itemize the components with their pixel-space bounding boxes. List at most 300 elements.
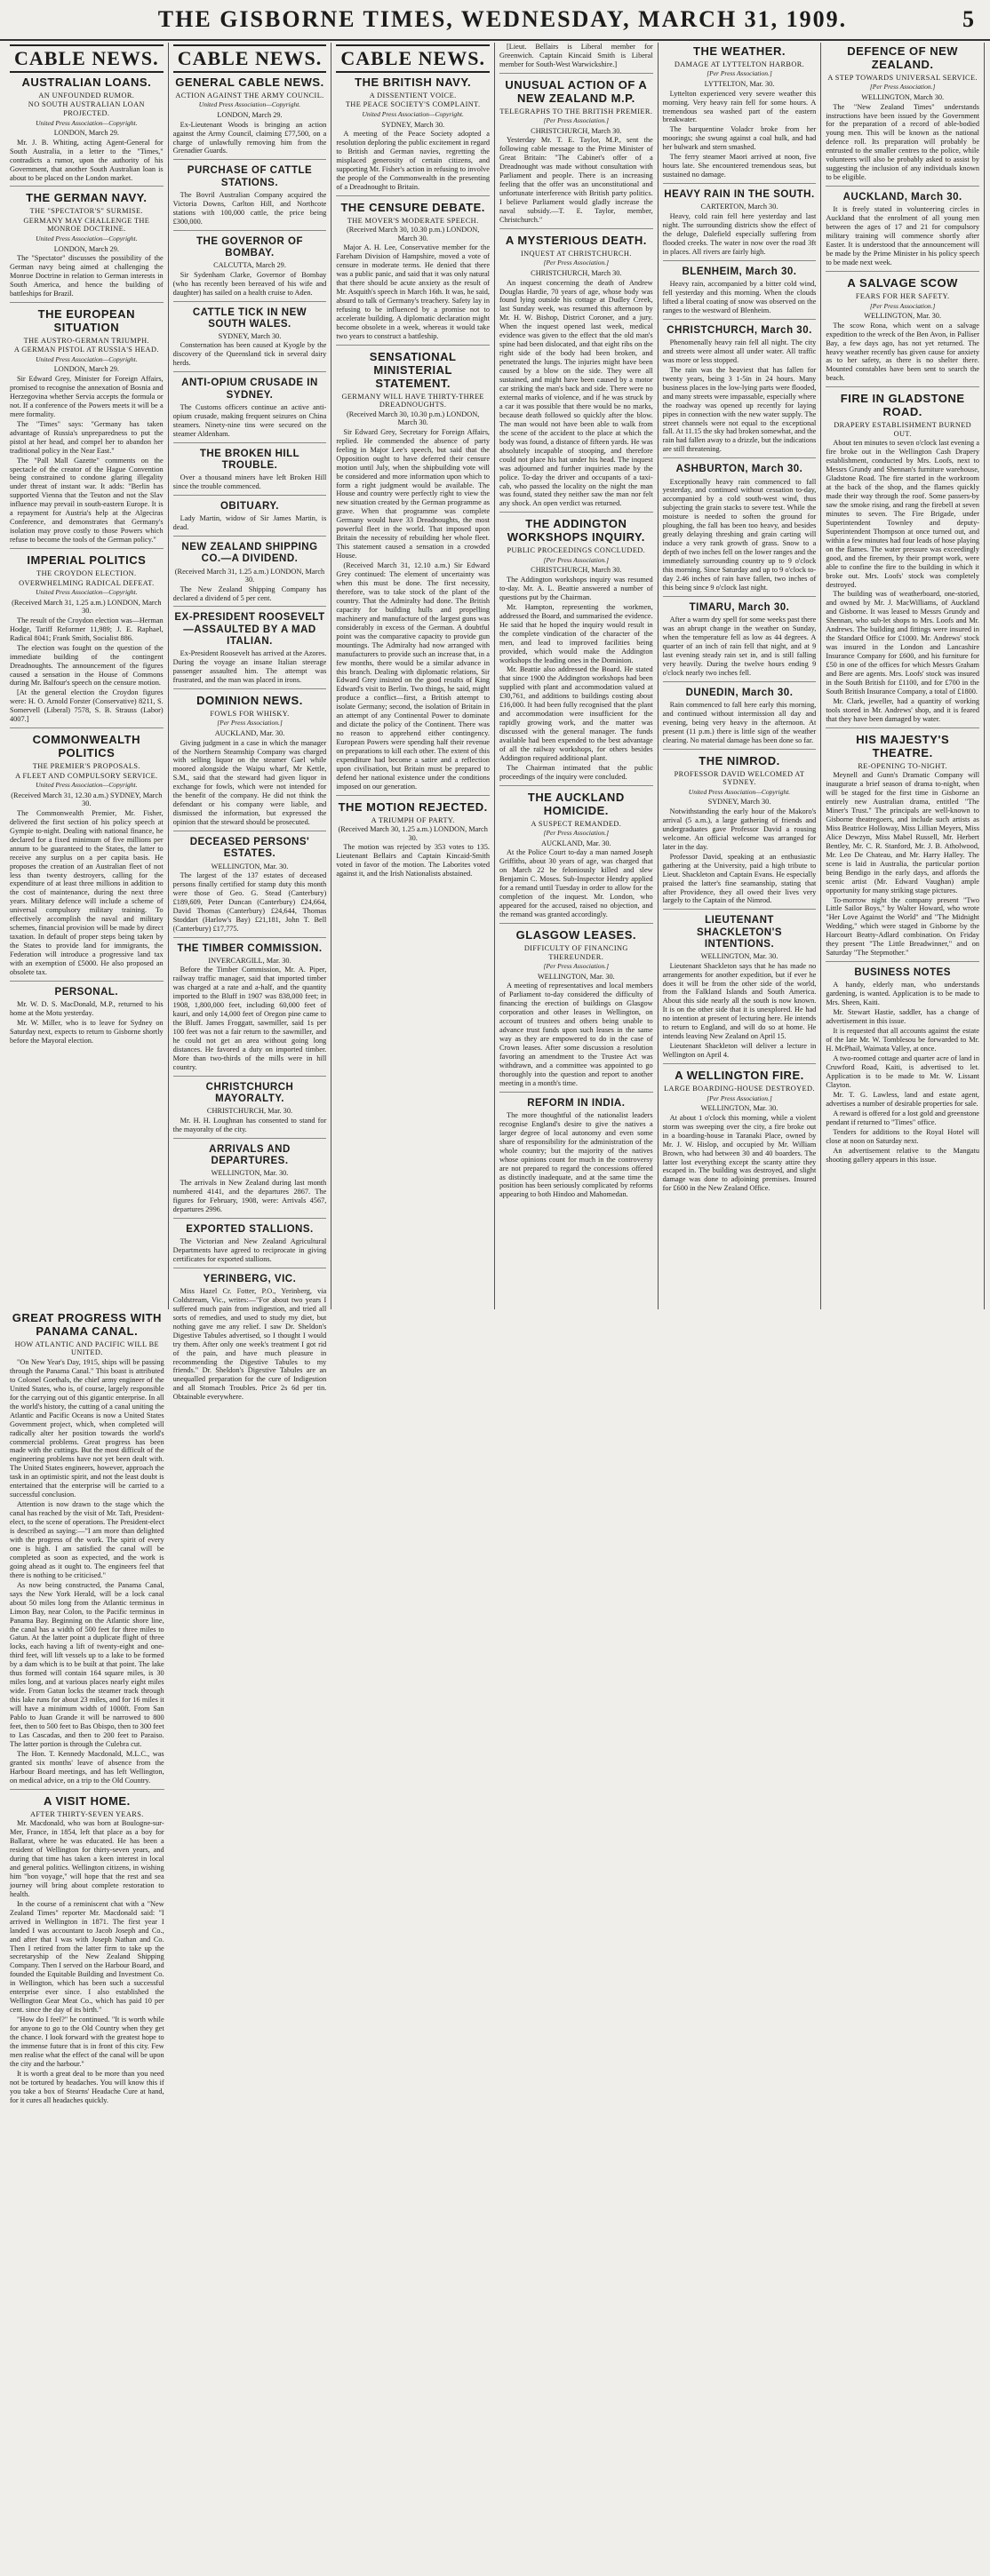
article-paragraph: Lady Martin, widow of Sir James Martin, is dead.	[172, 514, 327, 532]
column-5	[659, 43, 822, 1309]
article-headline: THE MOTION REJECTED.	[338, 799, 488, 814]
article	[663, 909, 817, 1060]
article-paragraph: Phenomenally heavy rain fell all night. The city and streets were almost all under water. All traffic was more or less stopped.	[662, 338, 817, 364]
article	[173, 688, 327, 827]
article-credit: United Press Association—Copyright.	[36, 354, 138, 363]
article-credit: United Press Association—Copyright.	[36, 234, 138, 242]
article-headline: PURCHASE OF CATTLE STATIONS.	[187, 165, 313, 188]
article-dateline: LONDON, March 29.	[53, 244, 119, 253]
article-dateline: AUCKLAND, Mar. 30.	[541, 839, 611, 847]
article	[826, 271, 979, 383]
article	[173, 1218, 327, 1264]
article-paragraph: At the Police Court to-day a man named Joseph Griffiths, about 30 years of age, was charged that on March 22 he feloniously killed and slew Benjamin C. Moses. Sub-Inspector Hendry applied for a remand until Tuesday in order to allow for the completion of the inquest. Mr. London, who appeared for the accused, raised no objection, and the remand was granted accordingly.	[499, 848, 653, 919]
article-headline: UNUSUAL ACTION OF A NEW ZEALAND M.P.	[505, 77, 648, 105]
article-headline: EX-PRESIDENT ROOSEVELT—ASSAULTED BY A MAD ITALIAN.	[174, 612, 325, 647]
article-headline: EXPORTED STALLIONS.	[186, 1223, 314, 1235]
article	[173, 301, 327, 369]
article	[826, 727, 979, 958]
article	[173, 1138, 327, 1214]
article-paragraph: The Bovril Australian Company acquired the Victoria Downs, Carlton Hill, and Northcote stations with 100,000 cattle, the price being £300,000.	[172, 190, 327, 226]
article-body	[336, 243, 490, 340]
article-headline: THE BROKEN HILL TROUBLE.	[199, 448, 300, 471]
article-body	[173, 121, 327, 156]
article-paragraph: Sir Edward Grey, Minister for Foreign Affairs, promised to recognise the annexation of Bosnia and Herzegovina whether Servia accepts the formula or not. If a conference of the Powers meets it will be a mere formality.	[10, 375, 164, 418]
article-paragraph: The "New Zealand Times" understands instructions have been issued by the Government for the preparation of a record of able-bodied young men. This will be known as the national defence roll. Its preparation will probably be entrusted to the smaller centres to the police, while volunteers will also be probably asked to assist by suggesting the inclusion of any individuals known to be eligible.	[826, 102, 979, 182]
article-body	[663, 701, 817, 745]
article	[499, 512, 653, 781]
article-body	[499, 1111, 653, 1200]
article	[499, 1092, 653, 1200]
article-body	[173, 271, 327, 298]
article	[173, 536, 327, 602]
article-body	[663, 478, 817, 592]
article-paragraph: (Received March 31, 12.10 a.m.) Sir Edward Grey continued: The element of uncertainty was when this must be done. The first necessity, therefore, was to take stock of the plant of the country. That the Admiralty had done. The British capacity for building hulls and propelling machinery and manufacture of the largest guns was considerably in excess of the German. A doubtful point was the comparative capacity to provide gun mountings. The Admiralty had now arranged with manufacturers to provide such an increase that, in a few months, there would be a similar advance in this branch. Dealing with diplomatic relations, Sir Edward Grey insisted on the good results of King Edward's visit to Berlin. Two things, he said, might produce a conflict—first, a British attempt to isolate Germany; second, the isolation of Britain in an attempt of any Continental Power to dominate and dictate the policy of the Continent. There was no reason to apprehend either contingency. European Powers were spending half their revenue on preparations to kill each other. The extent of this expenditure had become a satire and a reflection upon civilisation, but Britain must be prepared to defend her national existence under the conditions imposed on our generation.	[336, 561, 490, 791]
article-dateline: CHRISTCHURCH, March 30.	[531, 126, 622, 135]
article-headline: BUSINESS NOTES	[854, 967, 951, 979]
article-dateline: CHRISTCHURCH, March 30.	[531, 566, 622, 575]
article-subhead: GERMANY WILL HAVE THIRTY-THREE DREADNOUGHTS.	[341, 392, 484, 409]
article	[173, 831, 327, 934]
article-paragraph: Mr. Stewart Hastie, saddler, has a change of advertisement in this issue.	[826, 1008, 979, 1026]
article	[826, 45, 979, 182]
article-body	[663, 962, 817, 1060]
article	[10, 727, 164, 977]
article	[10, 1312, 164, 1785]
article	[173, 159, 327, 226]
article-paragraph: Mr. J. B. Whiting, acting Agent-General for South Australia, in a letter to the "Times," contradicts a rumor, upon the authority of his Government, that another South Australian loan is about to be placed on the London market.	[10, 138, 164, 182]
article-dateline: SYDNEY, March 30.	[381, 120, 445, 129]
article-headline: DOMINION NEWS.	[196, 693, 303, 707]
article-paragraph: Consternation has been caused at Kyogle by the discovery of the Queensland tick in several dairy herds.	[172, 341, 327, 368]
article-subhead: THE CROYDON ELECTION.	[36, 569, 137, 578]
article-body	[499, 848, 653, 919]
article-body	[826, 439, 979, 724]
article-body	[663, 807, 817, 905]
article-paragraph: Notwithstanding the early hour of the Makoro's arrival (5 a.m.), a large gathering of friends and undergraduates gave Professor David a rousing welcome. An official welcome was arranged for later in the day.	[662, 807, 817, 851]
article-credit: United Press Association—Copyright.	[36, 781, 138, 790]
article	[173, 76, 327, 155]
article	[336, 195, 490, 341]
article-body	[336, 130, 490, 192]
article	[336, 76, 490, 192]
article-paragraph: The Hon. T. Kennedy Macdonald, M.L.C., was granted six months' leave of absence from the Harbour Board meetings, and has left Wellington, on medical advice, on a trip to the Old Country.	[10, 1749, 164, 1785]
article-paragraph: Mr. Macdonald, who was born at Boulogne-sur-Mer, France, in 1854, left that place as a boy for Ballarat, where he was educated. He has been a resident of Wellington for thirty-seven years, and during that time has taken a keen interest in local and general politics. Wellington citizens, in wishing him "bon voyage," will hope that the rest and sea journey will bring about complete restoration to health.	[10, 1819, 164, 1898]
article-headline: CHRISTCHURCH, March 30.	[667, 324, 812, 336]
article-headline: A WELLINGTON FIRE.	[675, 1069, 804, 1083]
article-dateline: CHRISTCHURCH, March 30.	[531, 269, 622, 278]
article-headline: OBITUARY.	[220, 500, 280, 512]
article-headline: PERSONAL.	[54, 986, 119, 998]
article-headline: AUSTRALIAN LOANS.	[21, 76, 152, 89]
article	[10, 76, 164, 182]
article-body	[336, 428, 490, 791]
article-body	[663, 212, 817, 257]
article-subhead: TELEGRAPHS TO THE BRITISH PREMIER.	[499, 107, 653, 115]
article-subhead: THE PEACE SOCIETY'S COMPLAINT.	[345, 100, 481, 109]
article	[173, 371, 327, 438]
article-dateline: (Received March 31, 1.25 a.m.) LONDON, March 30.	[12, 598, 162, 616]
article-paragraph: The more thoughtful of the nationalist leaders recognise England's desire to give the natives a larger degree of local autonomy and even some share of responsibility for the administration of the whole country; but the majority of the natives whose opinions count for much in the controversy are not prepared to regard the concessions offered as distinctly inadequate, and at the same time the position has been seriously complicated by reforms appearing to both Hindoo and Mahomedan.	[499, 1110, 653, 1199]
article-dateline: CHRISTCHURCH, Mar. 30.	[206, 1107, 293, 1116]
article-headline: REFORM IN INDIA.	[527, 1097, 626, 1109]
article-body	[663, 616, 817, 678]
article-body	[173, 871, 327, 934]
article-paragraph: A meeting of representatives and local members of Parliament to-day considered the difficulty of financing the erection of buildings on Glasgow corporation and other leases in Wellington, on account of trustees and others being unable to advance trust funds upon such leases in the same way as they are empowered to do in the case of Crown leases. After some discussion a resolution favoring an amendment to the Trustee Act was withdrawn, and a committee was appointed to go thoroughly into the question and report to another meeting in a month's time.	[499, 982, 653, 1087]
article-headline: LIEUTENANT SHACKLETON'S INTENTIONS.	[696, 915, 783, 950]
article-paragraph: The Addington workshops inquiry was resumed to-day. Mr. A. L. Beattie answered a number of questions put by the Chairman.	[499, 575, 653, 601]
article-body	[173, 739, 327, 828]
article-headline: GENERAL CABLE NEWS.	[175, 76, 324, 89]
column-6	[821, 43, 985, 1309]
article-paragraph: Major A. H. Lee, Conservative member for the Fareham Division of Hampshire, moved a vote of censure in moderate terms. He denied that there was a public panic, and said that it was only natural that there should be acute anxiety as the result of Mr. Asquith's speech in March 16th. It was, he said, absurd to talk of Germany's treachery. Safety lay in refusing to be influenced by a promise not to accelerate building. A diplomatic declaration might become obsolete in a week, whereas it would take two years to construct a battleship.	[336, 243, 490, 340]
article	[173, 1076, 327, 1134]
article-paragraph: Mr. Clark, jeweller, had a quantity of working tools stored in Mr. Andrews' shop, and it is feared that they have been damaged by water.	[826, 696, 979, 723]
article	[826, 386, 979, 723]
article-credit: [Per Press Association.]	[707, 1093, 772, 1102]
article-subhead: ACTION AGAINST THE ARMY COUNCIL.	[175, 91, 324, 99]
article-body	[173, 585, 327, 603]
article-paragraph: Mr. H. H. Loughnan has consented to stand for the mayoralty of the city.	[172, 1116, 327, 1133]
article-paragraph: The "Spectator" discusses the possibility of the German navy being aimed at challenging the Monroe Doctrine in relation to German interests in South America, and hence the building of battleships for Brazil.	[10, 254, 164, 298]
article-subhead: FOWLS FOR WHISKY.	[210, 709, 290, 718]
article-body	[499, 43, 653, 69]
article-body	[10, 375, 164, 545]
article-paragraph: Rain commenced to fall here early this morning, and continued without intermission all day and evening, being very heavy in the afternoon. At present (11 p.m.) there is little sign of the weather clearing. No material damage has been done so far.	[662, 701, 817, 744]
article-subhead: AFTER THIRTY-SEVEN YEARS.	[29, 1809, 144, 1818]
article-paragraph: Miss Hazel Cr. Fotter, P.O., Yerinberg, via Coldstream, Vic., writes:—"For about two years I suffered much pain from indigestion, and tried all sorts of remedies, and used to study my diet, but nothing gave me any relief. I saw Dr. Sheldon's Digestive Tabules advertised, so I thought I would try them. After only one week's treatment I got rid of the pain, and have much pleasure in recommending the Digestive Tabules to my friends." Dr. Sheldon's Digestive Tabules are an unequalled preparation for the cure of Indigestion and all Stomach Troubles. Price 2s 6d per tin. Obtainable everywhere.	[172, 1286, 327, 1402]
article-headline: THE ADDINGTON WORKSHOPS INQUIRY.	[507, 517, 645, 545]
article-body	[10, 1358, 164, 1785]
article-paragraph: The barquentine Voladcr broke from her moorings; she swung against a coal hulk, and had her bulwark and stern smashed.	[662, 125, 817, 152]
article-paragraph: The scow Rona, which went on a salvage expedition to the wreck of the Ben Avon, in Palliser Bay, a few days ago, has not yet returned. The heavy weather recently has given cause for anxiety as to her safety, as there is no shelter there. Mounted constables have been sent to search the beach.	[826, 321, 979, 383]
article-dateline: LONDON, March 29.	[53, 129, 119, 138]
article-body	[826, 103, 979, 183]
article	[10, 548, 164, 724]
article-paragraph: Exceptionally heavy rain commenced to fall yesterday, and continued without cessation to-day, accompanied by a cold south-west wind, thus subjecting the grain stacks to severe test. While the moisture is needed to soften the ground for ploughing, the fall has been too heavy, and besides greatly delaying threshing and grain carting will induce a very rank growth of grass. Snow to a depth of two inches fell on the lower ranges and the immediately surrounding country up to 9 o'clock this morning. Since Saturday and up to 9 o'clock to-day 2.46 inches of rain have fallen, two inches of this being since 9 o'clock last night.	[662, 477, 817, 592]
article-dateline: LYTTELTON, Mar. 30.	[704, 80, 775, 89]
article-subhead: A GERMAN PISTOL AT RUSSIA'S HEAD.	[13, 346, 159, 354]
article-body	[499, 982, 653, 1087]
article-paragraph: Mr. T. G. Lawless, land and estate agent, advertises a number of desirable properties for sale.	[826, 1090, 979, 1108]
newspaper-title: THE GISBORNE TIMES, WEDNESDAY, MARCH 31, 1909.	[157, 6, 848, 32]
article-dateline: CARTERTON, March 30.	[700, 203, 778, 211]
article-paragraph: The result of the Croydon election was—Herman Hodge, Tariff Reformer 11,989; J. E. Raphael, Radical 8041; Frank Smith, Socialist 886.	[10, 616, 164, 642]
article-paragraph: Heavy rain, accompanied by a bitter cold wind, fell yesterday and this morning. When the clouds lifted a liberal coating of snow was observed on the ranges to the westward of Blenheim.	[662, 279, 817, 314]
article-subhead: DRAPERY ESTABLISHMENT BURNED OUT.	[834, 421, 972, 438]
article-credit: [Per Press Association.]	[543, 258, 610, 267]
article-paragraph: Lieutenant Shackleton will deliver a lecture in Wellington on April 4.	[662, 1042, 817, 1060]
article-paragraph: After a warm dry spell for some weeks past there was an abrupt change in the weather on Sunday, when the temperature fell as low as 44 degrees. A quarter of an inch of rain fell that night, and at 9 last evening steady rain set in, and is still falling very heavily. During the twelve hours ending 9 o'clock nearly two inches fell.	[662, 616, 817, 677]
article	[173, 937, 327, 1072]
article-headline: AUCKLAND, March 30.	[842, 192, 962, 203]
article-headline: THE GERMAN NAVY.	[26, 191, 148, 205]
article-body	[826, 771, 979, 958]
article-headline: IMPERIAL POLITICS	[27, 553, 147, 568]
article	[663, 1063, 817, 1193]
article-dateline: CALCUTTA, March 29.	[213, 261, 286, 270]
article-headline: ARRIVALS AND DEPARTURES.	[209, 1143, 291, 1167]
article	[663, 681, 817, 745]
article-headline: BLENHEIM, March 30.	[682, 266, 797, 277]
article-body	[336, 843, 490, 879]
section-banner: CABLE NEWS.	[10, 44, 164, 73]
column-7	[5, 1309, 169, 2576]
article	[663, 45, 817, 179]
article-paragraph: Before the Timber Commission, Mr. A. Piper, railway traffic manager, said that imported timber was charged at a rate and a-half, and the quantity imported to the Bluff in 1907 was 838,000 feet; in 1908, 1,800,000 feet, including 60,000 feet of kauri, and only 14,000 feet of Oregon pine came to the Bluff. James Froggatt, sawmiller, said 1s per 100 feet was not a fair return to the sawmiller, and he could not get an area without going long distances. He favored a duty on imported timber. More than two-thirds of the mills were in hill country.	[172, 966, 327, 1071]
article-subhead: NO SOUTH AUSTRALIAN LOAN PROJECTED.	[28, 100, 145, 117]
article-dateline: LONDON, March 29.	[217, 111, 283, 120]
article-paragraph: Mr. W. D. S. MacDonald, M.P., returned to his home at the Motu yesterday.	[10, 1000, 164, 1018]
article-headline: SENSATIONAL MINISTERIAL STATEMENT.	[369, 349, 457, 390]
article-dateline: WELLINGTON, Mar. 30.	[211, 862, 289, 871]
article-headline: GLASGOW LEASES.	[515, 928, 636, 942]
article-headline: NEW ZEALAND SHIPPING CO.—A DIVIDEND.	[181, 542, 318, 565]
section-banner: CABLE NEWS.	[336, 44, 490, 73]
section-banner: CABLE NEWS.	[173, 44, 327, 73]
article-subhead: HOW ATLANTIC AND PACIFIC WILL BE UNITED.	[14, 1340, 160, 1357]
article-subhead: LARGE BOARDING-HOUSE DESTROYED.	[664, 1085, 815, 1093]
article	[173, 230, 327, 298]
article-subhead: THE "SPECTATOR'S" SURMISE.	[29, 207, 143, 216]
article-credit: [Per Press Association.]	[869, 83, 936, 91]
article-subhead: A STEP TOWARDS UNIVERSAL SERVICE.	[827, 73, 978, 82]
article-paragraph: Ex-Lieutenant Woods is bringing an action against the Army Council, claiming £77,500, on a charge of unlawfully removing him from the Grenadier Guards.	[172, 120, 327, 155]
article	[499, 923, 653, 1088]
article-dateline: SYDNEY, March 30.	[707, 798, 771, 807]
article-body	[663, 338, 817, 454]
article-paragraph: Mr. W. Miller, who is to leave for Sydney on Saturday next, expects to return to Gisborne shortly before the Mayoral election.	[10, 1019, 164, 1045]
article-subhead: RE-OPENING TO-NIGHT.	[858, 761, 947, 770]
article-body	[499, 576, 653, 782]
article-paragraph: About ten minutes to seven o'clock last evening a fire broke out in the Wellington Cash Drapery establishment, conducted by Mrs. Loofs, next to Messrs Grundy and Shennan's furniture warehouse, Gladstone Road. The fire started in the workroom at the back of the shop, and the flames quickly made their way through the roof. Some passers-by saw the smoke rising, and rang the firebell at seven minutes to seven. The Fire Brigade, under Superintendent Townley and deputy-Superintendent Thompson at once turned out, and within a few minutes had four leads of hose playing on the flames. The water pressure was exceedingly good, and the firemen, by their prompt work, were able to confine the fire to the building in which it broke out. Mrs. Loofs' stock was completely destroyed.	[826, 439, 979, 589]
article	[499, 228, 653, 508]
article-credit: [Per Press Association.]	[543, 116, 610, 125]
article-body	[173, 649, 327, 685]
article-paragraph: The largest of the 137 estates of deceased persons finally certified for stamp duty this month were those of Geo. G. Stead (Canterbury) £189,609, Peter Duncan (Canterbury) £24,664, David Thomas (Canterbury) £24,644, Thomas Stoddart (Harlow's Bay) £21,181, John T. Bell (Canterbury) £17,775.	[172, 871, 327, 933]
article-body	[826, 205, 979, 267]
article-headline: THE TIMBER COMMISSION.	[177, 942, 323, 954]
article-headline: TIMARU, March 30.	[689, 601, 790, 613]
article-dateline: WELLINGTON, Mar. 30.	[700, 952, 778, 961]
article-body	[10, 254, 164, 298]
article	[663, 183, 817, 257]
article	[10, 186, 164, 298]
article-subhead: OVERWHELMING RADICAL DEFEAT.	[19, 578, 155, 587]
article-body	[10, 809, 164, 977]
article-paragraph: The "Pall Mall Gazette" comments on the spectacle of the creator of the Hague Convention being constrained to condone glaring illegality under threat of instant war. It adds: "Berlin has supported Vienna that the Teuton and not the Slav influence may prevail in south-eastern Europe. It is a repayment for Austria's help at the Algeciras Conference, and demonstrates that Germany's isolation may prove costly to those Powers which refuse to become the tools of the German policy."	[10, 456, 164, 545]
article-paragraph: The ferry steamer Maori arrived at noon, five hours late. She encountered tremendous seas, but sustained no damage.	[662, 153, 817, 179]
article-headline: A MYSTERIOUS DEATH.	[505, 233, 647, 247]
article-paragraph: Over a thousand miners have left Broken Hill since the trouble commenced.	[172, 473, 327, 490]
article-subhead: FEARS FOR HER SAFETY.	[855, 291, 950, 300]
columns-area	[5, 43, 985, 2104]
article-body	[173, 403, 327, 439]
article-paragraph: "How do I feel?" he continued. "It is worth while for anyone to go to the Old Country when they get the chance. I look forward with the greatest hope to the immense future that is in front of this city. Few men realise what the effect of the canal will be upon the city and the harbour."	[10, 2015, 164, 2068]
article-paragraph: The rain was the heaviest that has fallen for twenty years, being 3 1-5in in 24 hours. Many business places in the low-lying parts were flooded, and many streets were impassable, especially where the roadway was opened up recently for laying pipes in connection with the new water supply. The street channels were not equal to the exceptional fall. At 11.15 the sky had broken somewhat, and the rain had fallen away to a drizzle, but the indications are still threatening.	[662, 365, 817, 454]
article-paragraph: Sir Edward Grey, Secretary for Foreign Affairs, replied. He commended the absence of party feeling in Major Lee's speech, but said that the Opposition ought to have deferred their censure motion until July, when the shipbuilding vote will be considered and more information upon which to form a right judgment would be available. The House and country were perfectly right to view the new situation created by the German programme as grave. When that programme was complete Germany would have 33 Dreadnoughts, the most powerful fleet in the world. That imposed upon Britain the necessity of rebuilding her whole fleet. This statement caused a sensation in a crowded House.	[336, 427, 490, 561]
column-3	[331, 43, 495, 1309]
article-paragraph: The motion was rejected by 353 votes to 135. Lieutenant Bellairs and Captain Kincaid-Smith voted in favor of the motion. The Laborites voted against it, and the Irish Nationalists abstained.	[336, 843, 490, 879]
article-paragraph: Lieutenant Shackleton says that he has made no arrangements for another expedition, but if ever he does it will be from the other side of the world, from the Falkland Islands and South America. About this side nearly all the south is now known. It is on the other side that it is unexplored. He had no intention at present of lecturing here. He intends to return to England, and will do so at home. He intends leaving New Zealand on April 15.	[662, 961, 817, 1041]
article-paragraph: In the course of a reminiscent chat with a "New Zealand Times" reporter Mr. Macdonald said: "I arrived in Wellington in 1871. The first year I landed I was accountant to Jacob Joseph and Co., and after that I was with Joseph Nathan and Co. Then I retired from the latter firm to take up the secretaryship of the New Zealand Shipping Company. Then I served on the Harbour Board, and founded the Equitable Building and Investment Co. in Wellington, which has been such a successful enterprise ever since. I also established the Wellington Gear Meat Co., which has paid 10 per cent. since the day of its birth."	[10, 1899, 164, 2015]
article-credit: [Per Press Association.]	[543, 962, 610, 971]
article-dateline: WELLINGTON, March 30.	[861, 93, 945, 102]
article-dateline: WELLINGTON, Mar. 30.	[864, 312, 942, 321]
article	[663, 260, 817, 315]
article-headline: DUNEDIN, March 30.	[685, 687, 794, 698]
article-paragraph: Tenders for additions to the Royal Hotel will close at noon on Saturday next.	[826, 1127, 979, 1145]
article-paragraph: An inquest concerning the death of Andrew Douglas Hardie, 70 years of age, whose body was found lying outside his cottage at Dudley Creek, last Sunday week, was resumed this afternoon by Mr. H. W. Bishop, District Coroner, and a jury. When the inquest opened last week, medical evidence was given to the effect that the old man's spine had been dislocated, and that eight ribs on the right side of the body had been broken, and penetrated the lungs. The injuries might have been caused by a blow on the side. They were all sustained, and might have been caused by a motor car striking the man's back and side. There were no external marks of violence, and if he was struck by a car it was possible that there would be no marks, because death followed so quickly after the blow. The man would not have been able to walk from the scene of the accident to the place at which the body was found, a distance of fifteen yards. He was absolutely incapable of stooping, and therefore could not place his hat under his head. The inquest was adjourned and further inquiries made by the police. To-day the driver and occupants of a taxi-cab, who passed the locality on the night the man was found, stated they neither saw the man nor felt any shock. An open verdict was returned.	[499, 278, 653, 508]
article-body	[173, 1117, 327, 1134]
article-headline: DECEASED PERSONS' ESTATES.	[189, 837, 310, 860]
article-body	[10, 616, 164, 724]
article-headline: THE GOVERNOR OF BOMBAY.	[196, 235, 303, 258]
article-paragraph: The arrivals in New Zealand during last month numbered 4141, and the departures 2867. The figures for February, 1908, were: Arrivals 4567, departures 2996.	[172, 1178, 327, 1213]
article-paragraph: Ex-President Roosevelt has arrived at the Azores. During the voyage an insane Italian steerage passenger assaulted him. The attempt was frustrated, and the man was placed in irons.	[172, 649, 327, 684]
article-dateline: (Received March 31, 1.25 a.m.) LONDON, March 30.	[174, 567, 325, 584]
article	[173, 442, 327, 491]
article	[10, 981, 164, 1046]
article-credit: United Press Association—Copyright.	[36, 118, 138, 127]
masthead	[0, 0, 990, 41]
article-credit: United Press Association—Copyright.	[198, 100, 301, 109]
article-dateline: (Received March 30, 1.25 a.m.) LONDON, March 30.	[338, 825, 488, 842]
article-paragraph: The "Times" says: "Germany has taken advantage of Russia's unpreparedness to put the pistol at her head, and compel her to abandon her traditional policy in the Near East."	[10, 419, 164, 455]
article-paragraph: A handy, elderly man, who understands gardening, is wanted. Application is to be made to Mrs. Sheen, Kaiti.	[826, 981, 979, 1007]
article-headline: ANTI-OPIUM CRUSADE IN SYDNEY.	[181, 378, 318, 401]
article-subhead: PUBLIC PROCEEDINGS CONCLUDED.	[507, 546, 646, 555]
article-paragraph: The building was of weatherboard, one-storied, and owned by Mr. J. MacWilliams, of Auckland and Gisborne. It was leased to Messrs Grundy and Shennan, who sub-let shops to Mrs. Loofs and Mr. Andrews. The building and fittings were insured in the Standard Office for £1000. Mr. Andrews' stock was insured in the London and Lancashire Insurance Company for £600, and his furniture for £50 in one of the offices for which Messrs Graham and Bere are agents. Mrs. Loofs' stock was insured in the South British for £1100, and for £700 in the South British Insurance Company, a total of £1800.	[826, 590, 979, 696]
article	[173, 606, 327, 684]
article-paragraph: [At the general election the Croydon figures were: H. O. Arnold Forster (Conservative) 8211, S. Somervell (Liberal) 7578, S. B. Strauss (Labor) 4007.]	[10, 688, 164, 724]
page-number: 5	[962, 6, 974, 32]
article-paragraph: Mr. Hampton, representing the workmen, addressed the Board, and summarised the evidence. He said that he hoped the inquiry would result in the complete vindication of the character of the men, and lead to improved facilities being provided, which would make the Addington workshops the leading ones in the Dominion.	[499, 602, 653, 664]
article-headline: FIRE IN GLADSTONE ROAD.	[840, 392, 965, 419]
article-headline: COMMONWEALTH POLITICS	[32, 733, 140, 760]
article-body	[10, 1819, 164, 2105]
article	[10, 302, 164, 545]
article-dateline: INVERCARGILL, Mar. 30.	[208, 956, 291, 965]
article-body	[173, 341, 327, 368]
article-dateline: LONDON, March 29.	[53, 365, 119, 374]
article-body	[826, 322, 979, 384]
article-paragraph: Heavy, cold rain fell here yesterday and last night. The surrounding districts show the effect of the deluge, Dalefield especially suffering from flooded creeks. The water in now over the road 3ft in places. All rivers are fairly high.	[662, 211, 817, 256]
article-body	[663, 90, 817, 180]
article	[663, 457, 817, 592]
article-paragraph: The Customs officers continue an active anti-opium crusade, making frequent seizures on China steamers. Ninety-nine tins were secured on the steamer Aldenham.	[172, 402, 327, 438]
article-headline: THE AUCKLAND HOMICIDE.	[527, 790, 625, 817]
article	[499, 43, 653, 69]
article-dateline: WELLINGTON, Mar. 30.	[211, 1169, 289, 1178]
article-credit: United Press Association—Copyright.	[362, 110, 464, 118]
article-paragraph: It is freely stated in volunteering circles in Auckland that the enrolment of all young men between the ages of 17 and 21 for compulsory military training will commence shortly after Easter. It is understood that the announcement will be made by the Prime Minister in his policy speech to be made next week.	[826, 205, 979, 267]
article-subhead: AN UNFOUNDED RUMOR.	[38, 91, 135, 99]
article-subhead: GERMANY MAY CHALLENGE THE MONROE DOCTRINE.	[23, 216, 150, 234]
article	[663, 749, 817, 906]
article-body	[173, 966, 327, 1071]
article-headline: CHRISTCHURCH MAYORALTY.	[205, 1081, 294, 1105]
article-paragraph: The election was fought on the question of the immediate building of the contingent Dreadnoughts. The announcement of the figures caused a sensation in the House of Commons during Mr. Balfour's speech on the censure motion.	[10, 643, 164, 688]
article-body	[173, 1237, 327, 1264]
article-body	[10, 139, 164, 183]
article-paragraph: Yesterday Mr. T. E. Taylor, M.P., sent the following cable message to the Prime Minister of Great Britain: "The Cabinet's offer of a Dreadnought was made without consultation with Parliament and people. There is an increasing feeling that the offer was an unconstitutional and unfortunate interference with British party politics. I believe Parliament would gladly increase the naval subsidy.—T. E. Taylor, member, Christchurch."	[499, 136, 653, 224]
article-body	[173, 191, 327, 227]
article	[499, 785, 653, 919]
article-body	[499, 279, 653, 509]
article-subhead: DIFFICULTY OF FINANCING THEREUNDER.	[523, 943, 628, 961]
article-paragraph: Mr. Beattie also addressed the Board. He stated that since 1900 the Addington workshops had been supplied with plant and accommodation valued at £30,761, and additions to buildings costing about £16,000. It had been fully recognised that the plant and accommodation were insufficient for the rapidly growing work, and the matter was discussed with the general manager. The funds available had been expended to the best advantage of all the railway workshops, for others besides Addington required additional plant.	[499, 665, 653, 762]
article-paragraph: Giving judgment in a case in which the manager of the Northern Steamship Company was charged with selling liquor on the steamer Gael while moored alongside the Waipu wharf, Mr Kettle, S.M., said that the steward had given liquor in exchange for fowls, which were not intended for the benefit of the company. He did not think the defendant or his company were liable, and dismissed the information, but expressed the opinion that the steward should be prosecuted.	[172, 738, 327, 827]
article-headline: YERINBERG, VIC.	[203, 1273, 297, 1284]
article-dateline: (Received March 30, 10.30 p.m.) LONDON, March 30.	[347, 226, 480, 242]
article-credit: United Press Association—Copyright.	[36, 588, 138, 597]
article-body	[499, 136, 653, 225]
article	[826, 961, 979, 1164]
article-subhead: THE PREMIER'S PROPOSALS.	[32, 762, 140, 771]
article-body	[10, 1000, 164, 1046]
article-dateline: WELLINGTON, Mar. 30.	[537, 972, 615, 981]
article	[663, 319, 817, 455]
article-paragraph: It is requested that all accounts against the estate of the late Mr. W. Tomblesou be forwarded to Mr. H. McPhail, Waimata Valley, at once.	[826, 1027, 979, 1053]
article-body	[173, 473, 327, 491]
article-paragraph: "On New Year's Day, 1915, ships will be passing through the Panama Canal." This boast is attributed to Colonel Goethals, the chief army engineer of the United States, who is, of course, largely responsible for the carrying out of this gigantic enterprise. In all the world's history, the cutting of a canal uniting the Atlantic and Pacific Oceans is now a United States Government project, which, when completed will radically alter her position towards the world's commercial problems. Great progress has been made with the cuttings. But the most difficult of the engineering problems have not yet been dealt with. The United States engineers, however, approach the task in an optimistic spirit, and not the least doubt is entertained that the enterprise will be carried to a successful conclusion.	[10, 1357, 164, 1499]
article-dateline: WELLINGTON, Mar. 30.	[700, 1104, 778, 1113]
article-headline: GREAT PROGRESS WITH PANAMA CANAL.	[12, 1311, 162, 1338]
article-body	[663, 280, 817, 315]
article-paragraph: Attention is now drawn to the stage which the canal has reached by the visit of Mr. Taft, President-elect, to the scene of operations. The President-elect is described as saying:—"I am more than delighted with the progress of the work. The spirit of every one is high. I am satisfied the canal will be completed as soon as expected, and the work is going ahead as it ought to. The engineers feel that there is nothing to be criticised."	[10, 1500, 164, 1579]
article-subhead: A SUSPECT REMANDED.	[531, 819, 622, 828]
article	[663, 596, 817, 678]
article-subhead: THE MOVER'S MODERATE SPEECH.	[347, 216, 479, 225]
article	[826, 186, 979, 267]
article-subhead: A TRIUMPH OF PARTY.	[371, 815, 455, 824]
article-paragraph: The Commonwealth Premier, Mr. Fisher, delivered the first section of his policy speech at Gympie to-night. Dealing with national finance, he declared for a fixed minimum of five millions per annum to be guaranteed to the States, the latter to receive any surplus on a per capita basis. He proposes the creation of an Australian fleet of not less than twenty destroyers, calling for the expenditure of at least three millions in addition to the cost of maintenance, during the next three years. Military defence will include a scheme of universal compulsory military training. To effectively accomplish the naval and military schemes, financial provision will be made by direct taxation. In default of proper steps being taken by the States to provide land for immigrants, the Federation will introduce a progressive land tax with an exemption of £5000. He also proposed an obsolete tax.	[10, 808, 164, 977]
article-body	[826, 981, 979, 1164]
article-paragraph: Lyttelton experienced very severe weather this morning. Very heavy rain fell for some hours. A tremendous sea washed part of the eastern breakwater.	[662, 89, 817, 124]
article-headline: A VISIT HOME.	[43, 1793, 131, 1808]
article-dateline: SYDNEY, March 30.	[218, 331, 282, 340]
article-paragraph: It is worth a great deal to be more than you need not be tortured by headaches. You will know this if you take a box of Stearns' Headache Cure at hand, for it cures all headaches quickly.	[10, 2069, 164, 2104]
column-4	[495, 43, 659, 1309]
article-paragraph: The Victorian and New Zealand Agricultural Departments have agreed to reciprocate in giving certificates for exported stallions.	[172, 1236, 327, 1263]
article-paragraph: Sir Sydenham Clarke, Governor of Bombay (who has recently been bereaved of his wife and daughter) has sailed on a health cruise to Aden.	[172, 270, 327, 297]
article-credit: [Per Press Association.]	[543, 555, 610, 564]
article	[10, 1789, 164, 2105]
article-credit: [Per Press Association.]	[869, 301, 936, 310]
article-headline: DEFENCE OF NEW ZEALAND.	[847, 44, 959, 71]
article-headline: HIS MAJESTY'S THEATRE.	[856, 732, 950, 759]
article-subhead: THE AUSTRO-GERMAN TRIUMPH.	[23, 336, 150, 345]
article	[173, 495, 327, 532]
article-paragraph: A two-roomed cottage and quarter acre of land in Cruwford Road, Kaiti, is advertised to let. Application is to be made to Mr. W. Lissant Clayton.	[826, 1054, 979, 1089]
article-body	[173, 1287, 327, 1402]
article-subhead: DAMAGE AT LYTTELTON HARBOR.	[674, 60, 805, 68]
article-credit: [Per Press Association.]	[707, 69, 772, 78]
article-headline: THE CENSURE DEBATE.	[340, 200, 485, 214]
article-subhead: INQUEST AT CHRISTCHURCH.	[520, 249, 632, 258]
article-headline: ASHBURTON, March 30.	[675, 464, 803, 475]
article-headline: HEAVY RAIN IN THE SOUTH.	[664, 189, 815, 201]
article-body	[173, 1179, 327, 1214]
article-subhead: A DISSENTIENT VOICE.	[369, 91, 457, 99]
article-paragraph: As now being constructed, the Panama Canal, says the New York Herald, will be a lock canal about 50 miles long from the Atlantic terminus in Limon Bay, near Colon, to the Pacific terminus in Panama Bay. Beginning on the Atlantic shore line, the canal has a width of 500 feet for three miles to Gatun. At the latter point a duplicate flight of three locks, each having a lift of twenty-eight and one-third feet, will lift vessels up to a lake to be formed by a dam which is to be built at that point. The lake thus formed will contain 164 square miles, is 30 miles long, and at various places nearly eight miles wide. From Gatun locks the steamer track through this lake runs for about 23 miles, and for 16 miles it will have a minimum width of 1000ft. From San Pablo to Juan Grande it will be narrowed to 800 feet, then to 500 feet to Bas Obispo, then to 300 feet to Las Cascadas, and then to 200 feet to Paraiso. The latter portion is through the Culebra cut.	[10, 1580, 164, 1748]
article-paragraph: A meeting of the Peace Society adopted a resolution deploring the public excitement in regard to British and German navies, regretting the misplaced generosity of certain citizens, and supporting Mr. Fisher's action in refusing to involve the people of the Commonwealth in the presenting of a Dreadnought to Britain.	[336, 130, 490, 191]
article-headline: A SALVAGE SCOW	[847, 276, 958, 290]
article-headline: THE BRITISH NAVY.	[355, 76, 472, 89]
article-credit: [Per Press Association.]	[217, 719, 283, 727]
article-paragraph: At about 1 o'clock this morning, while a violent storm was sweeping over the city, a fire broke out in a boarding-house in Taranaki Place, owned by Mr. J. W. Hislop, and occupied by Mr. William Brown, who had between 30 and 40 boarders. The latter lost everything except the scanty attire they escaped in. The building was destroyed, and slight damage was done to adjoining premises. Insured for £600 in the New Zealand Office.	[662, 1113, 817, 1193]
article-headline: THE EUROPEAN SITUATION	[37, 306, 135, 334]
